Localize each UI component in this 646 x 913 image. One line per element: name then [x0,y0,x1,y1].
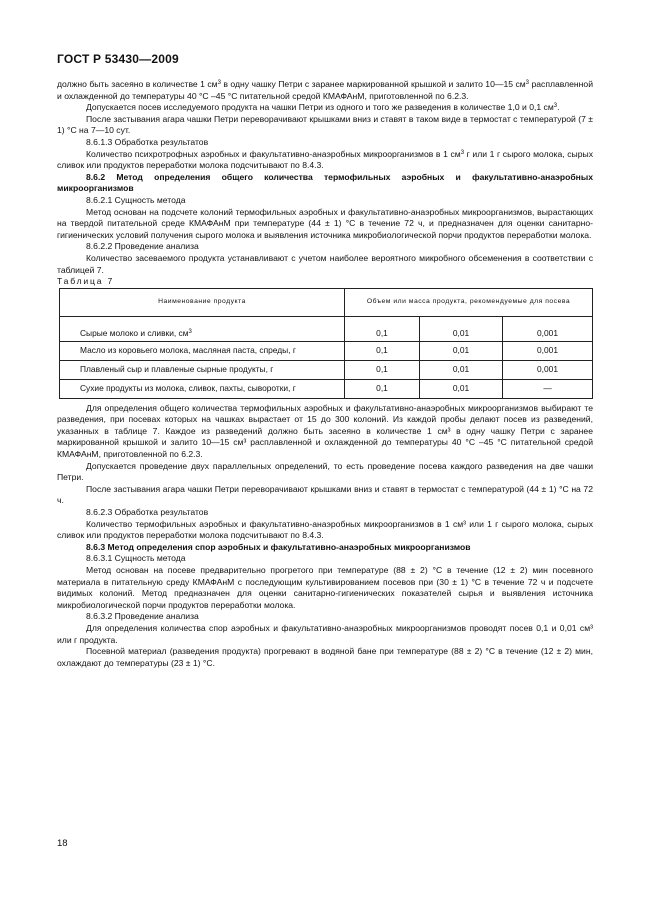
paragraph: После застывания агара чашки Петри переворачивают крышками вниз и ставят в таком виде в термостат с температурой (7 ± 1) °С на 7—10 сут. [57,113,593,136]
subsection-title: 8.6.2.2 Проведение анализа [86,241,199,252]
table-header-volume: Объем или масса продукта, рекомендуемые для посева [345,288,593,316]
subsection-title: 8.6.3.2 Проведение анализа [86,611,199,622]
subsection-title: 8.6.2.1 Сущность метода [86,194,186,205]
subsection-title: 8.6.2.3 Обработка результатов [86,507,209,518]
paragraph: должно быть засеяно в количестве 1 $см^3$ в одну чашку Петри с заранее маркированной крышкой и залито 10—15 $см^3$ расплавленной и охлажденной до температуры 40 °С –45 °С питательной средой КМАФАнМ, приготовленной по 6.2.3. [57,79,593,101]
paragraph: Для определения общего количества термофильных аэробных и факультативно-анаэробных микроорганизмов выбирают те разведения, при посевах которых на чашках вырастает от 15 до 300 колоний. Из каждой пробы делают посев из разведений, указанных в таблице 7. Каждое из разведений должно быть засеяно в количестве 1 см³ в одну чашку Петри с заранее маркированной крышкой и залито 10—15 см³ расплавленной и охлажденной до температуры 40 °С –45 °С питательной средой КМАФАнМ, приготовленной по 6.2.3. [57,402,593,460]
paragraph: Допускается проведение двух параллельных определений, то есть проведение посева каждого разведения на две чашки Петри. [57,460,593,483]
standard-header: ГОСТ Р 53430—2009 [57,52,179,66]
paragraph: Метод основан на посеве предварительно прогретого при температуре (88 ± 2) °С в течение (12 ± 2) мин посевного материала в питательную среду КМАФАнМ с последующим культивированием посевов при (30 ± 1) °С в течение 72 ч и подсчете видимых колоний. Метод предназначен для оценки санитарно-гигиенических показателей сырья и выявления источника микробиологической порчи продуктов переработки молока. [57,565,593,610]
subsection-title: 8.6.3.1 Сущность метода [86,553,186,564]
table-row: Плавленый сыр и плавленые сырные продукты, г 0,1 0,01 0,001 [60,360,593,379]
table-header-name: Наименование продукта [60,288,345,316]
paragraph: Количество психротрофных аэробных и факультативно-анаэробных микроорганизмов в 1 $см^3$ г или 1 г сырого молока, сырых сливок или продуктов переработки молока подсчитывают по 8.4.3. [57,148,593,171]
table-header-row [60,288,593,316]
section-heading: 8.6.3 Метод определения спор аэробных и факультативно-анаэробных микроорганизмов [86,541,471,552]
table-row: Сухие продукты из молока, сливок, пахты, сыворотки, г 0,1 0,01 — [60,379,593,398]
paragraph: Допускается посев исследуемого продукта на чашки Петри из одного и того же разведения в количестве 1,0 и 0,1 $см^3$. [86,102,560,113]
paragraph: Для определения количества спор аэробных и факультативно-анаэробных микроорганизмов проводят посев 0,1 и 0,01 см³ или г продукта. [57,622,593,645]
paragraph: Количество засеваемого продукта устанавливают с учетом наиболее вероятного микробного обсеменения в соответствии с таблицей 7. [57,252,593,275]
subsection-title: 8.6.1.3 Обработка результатов [86,136,209,147]
table-caption: Таблица 7 [57,276,115,287]
document-body [57,79,593,669]
table-row: Масло из коровьего молока, масляная паста, спреды, г 0,1 0,01 0,001 [60,341,593,360]
paragraph: После застывания агара чашки Петри переворачивают крышками вниз и ставят в термостат с температурой (44 ± 1) °С на 72 ч. [57,483,593,506]
page-number: 18 [57,838,68,849]
table-7 [59,288,593,399]
paragraph: Посевной материал (разведения продукта) прогревают в водяной бане при температуре (88 ± 2) °С в течение (12 ± 2) мин, охлаждают до температуры (23 ± 1) °С. [57,646,593,668]
table-row: Сырые молоко и сливки, $см^3$ 0,1 0,01 0,001 [60,316,593,341]
paragraph: Количество термофильных аэробных и факультативно-анаэробных микроорганизмов в 1 см³ или 1 г сырого молока, сырых сливок или продуктов переработки молока подсчитывают по 8.4.3. [57,518,593,541]
paragraph: Метод основан на подсчете колоний термофильных аэробных и факультативно-анаэробных микроорганизмов, вырастающих на твердой питательной среде КМАФАнМ при температуре (44 ± 1) °С в течение 72 ч, и предназначен для оценки санитарно-гигиенических условий получения сырого молока и выявления источника микробиологической порчи продуктов переработки молока. [57,206,593,240]
section-heading: 8.6.2 Метод определения общего количества термофильных аэробных и факультативно-анаэробных микроорганизмов [57,171,593,194]
